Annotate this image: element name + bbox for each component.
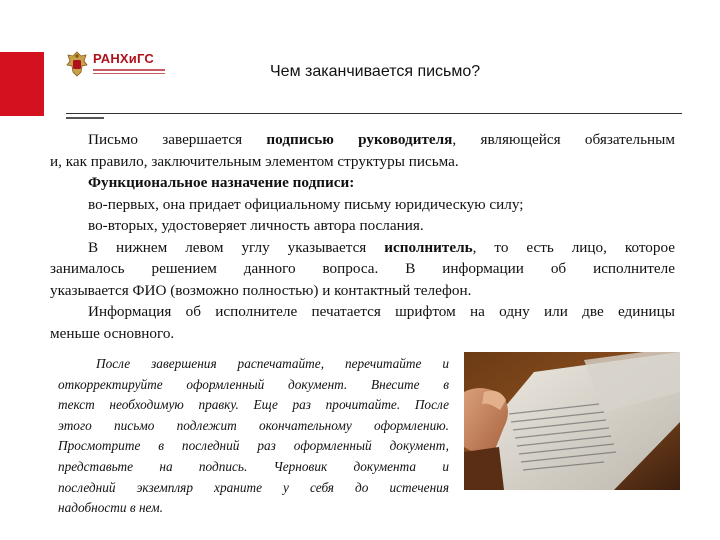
paragraph-executor-line3: указывается ФИО (возможно полностью) и контактный телефон. <box>50 281 472 299</box>
note-line: откорректируйте оформленный документ. Внесите в <box>58 376 449 392</box>
note-line: текст необходимую правку. Еще раз прочитайте. После <box>58 397 449 413</box>
note-line: представьте на подпись. Черновик документа и <box>58 458 449 474</box>
paragraph-signature: Письмо завершается подписью руководителя, являющейся обязательным <box>88 131 675 148</box>
emphasis-signature: подписью руководителя <box>266 131 453 148</box>
header-divider-accent <box>66 117 104 119</box>
eagle-crest-icon <box>66 50 88 78</box>
logo-subtitle-lines <box>93 69 165 77</box>
note-line: последний экземпляр храните у себя до истечения <box>58 479 449 495</box>
red-accent-bar <box>0 52 44 116</box>
emphasis-executor: исполнитель <box>384 238 473 256</box>
paragraph-second: во-вторых, удостоверяет личность автора послания. <box>88 217 424 234</box>
paragraph-executor: В нижнем левом углу указывается исполнитель, то есть лицо, которое <box>88 238 675 256</box>
logo-text: РАНХиГС <box>93 51 154 66</box>
italic-note <box>58 354 449 519</box>
logo <box>66 50 176 84</box>
note-line: После завершения распечатайте, перечитайте и <box>96 356 449 371</box>
paragraph-signature-cont: и, как правило, заключительным элементом структуры письма. <box>50 152 459 170</box>
header-divider <box>66 113 682 114</box>
page-title: Чем заканчивается письмо? <box>270 63 481 80</box>
paragraph-font-size: Информация об исполнителе печатается шрифтом на одну или две единицы <box>88 303 675 320</box>
note-line: надобности в нем. <box>58 500 163 516</box>
note-line: этого письмо подлежит окончательному оформлению. <box>58 417 449 433</box>
paragraph-function-heading: Функциональное назначение подписи: <box>88 174 355 191</box>
main-text <box>50 129 675 344</box>
document-photo <box>464 352 680 490</box>
paragraph-first: во-первых, она придает официальному письму юридическую силу; <box>88 195 524 213</box>
note-line: Просмотрите в последний раз оформленный документ, <box>58 438 449 454</box>
paragraph-executor-line2: занималось решением данного вопроса. В информации об исполнителе <box>50 260 675 277</box>
hands-holding-document-icon <box>464 352 680 490</box>
paragraph-font-size-cont: меньше основного. <box>50 324 175 342</box>
